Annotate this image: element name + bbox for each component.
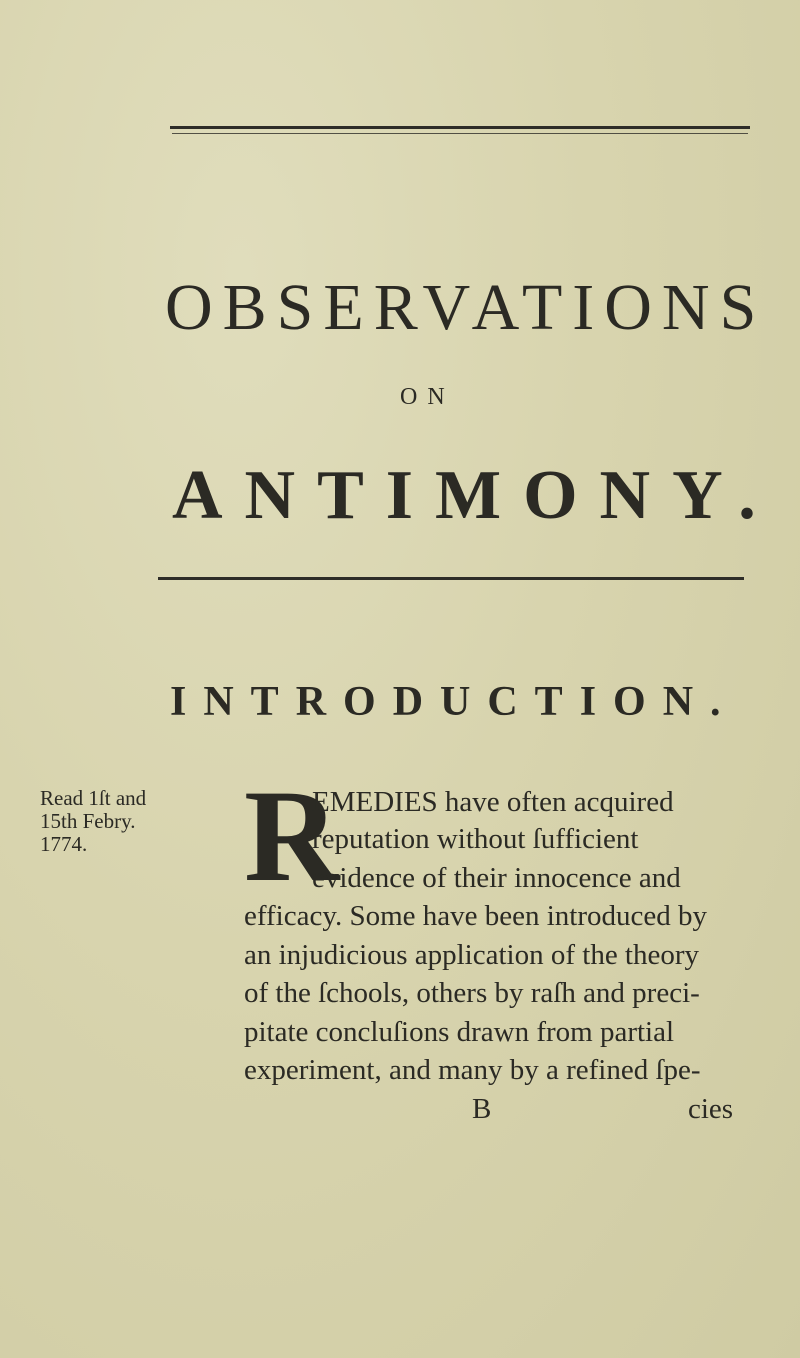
top-rule	[170, 126, 750, 129]
body-line: efficacy. Some have been introduced by	[244, 900, 708, 932]
title-on: ON	[400, 384, 455, 410]
mid-rule	[158, 577, 744, 580]
top-rule-thin	[172, 133, 748, 134]
body-line: experiment, and many by a refined ſpe-	[244, 1054, 701, 1086]
body-line: reputation without ſufficient	[312, 823, 639, 855]
signature-mark: B	[472, 1093, 492, 1125]
subject-title: ANTIMONY.	[172, 457, 778, 534]
page-title: OBSERVATIONS	[165, 271, 767, 344]
margin-note-line: Read 1ſt and	[40, 786, 147, 810]
section-heading: INTRODUCTION.	[170, 679, 738, 725]
body-line: pitate concluſions drawn from partial	[244, 1016, 675, 1048]
body-line: EMEDIES have often acquired	[312, 786, 674, 818]
margin-note	[40, 787, 170, 856]
margin-note-line: 1774.	[40, 832, 88, 856]
body-line: of the ſchools, others by raſh and preci-	[244, 977, 700, 1009]
margin-note-line: 15th Febry.	[40, 809, 136, 833]
catchword: cies	[688, 1093, 734, 1125]
body-line: evidence of their innocence and	[312, 862, 681, 894]
drop-cap: R	[244, 762, 340, 909]
body-line: an injudicious application of the theory	[244, 939, 700, 971]
